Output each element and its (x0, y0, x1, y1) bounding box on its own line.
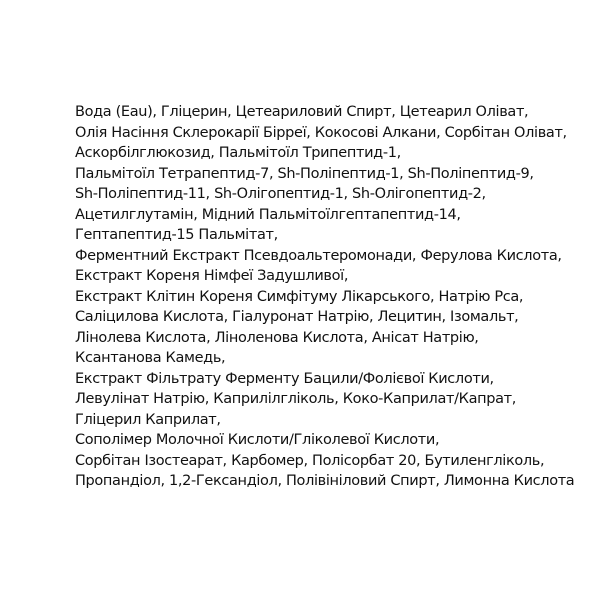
ingredients-line: Сополімер Молочної Кислоти/Гліколевої Кислоти, (75, 432, 440, 448)
ingredients-line: Ксантанова Камедь, (75, 350, 226, 366)
ingredients-line: Екстракт Фільтрату Ферменту Бацили/Фолієвої Кислоти, (75, 370, 494, 387)
ingredients-line: Пальмітоїл Тетрапептид-7, Sh-Поліпептид-1, Sh-Поліпептид-9, (75, 165, 534, 182)
ingredients-line: Левулінат Натрію, Каприлілгліколь, Коко-Каприлат/Капрат, (75, 391, 516, 407)
ingredients-line: Саліцилова Кислота, Гіалуронат Натрію, Лецитин, Ізомальт, (75, 309, 519, 325)
ingredients-line: Ацетилглутамін, Мідний Пальмітоїлгептапептид-14, (75, 206, 461, 223)
ingredients-line: Вода (Eau), Гліцерин, Цетеариловий Спирт, Цетеарил Оліват, (75, 104, 529, 120)
ingredients-line: Екстракт Кореня Німфеї Задушливої, (75, 268, 349, 284)
ingredients-line: Гептапептид-15 Пальмітат, (75, 227, 278, 243)
ingredients-line: Лінолева Кислота, Ліноленова Кислота, Анісат Натрію, (75, 329, 479, 346)
ingredients-line: Сорбітан Ізостеарат, Карбомер, Полісорбат 20, Бутиленгліколь, (75, 452, 545, 469)
ingredients-line: Екстракт Клітин Кореня Симфітуму Лікарського, Натрію Pca, (75, 288, 524, 305)
ingredients-line: Олія Насіння Склерокарії Бірреї, Кокосові Алкани, Сорбітан Оліват, (75, 124, 567, 141)
ingredients-list (75, 102, 595, 492)
ingredients-line: Гліцерил Каприлат, (75, 411, 221, 428)
ingredients-line: Аскорбілглюкозид, Пальмітоїл Трипептид-1, (75, 145, 401, 161)
ingredients-line: Ферментний Екстракт Псевдоальтеромонади, Ферулова Кислота, (75, 247, 562, 264)
ingredients-line: Пропандіол, 1,2-Гександіол, Полівініловий Спирт, Лимонна Кислота (75, 473, 575, 489)
ingredients-line: Sh-Поліпептид-11, Sh-Олігопептид-1, Sh-Олігопептид-2, (75, 186, 486, 202)
